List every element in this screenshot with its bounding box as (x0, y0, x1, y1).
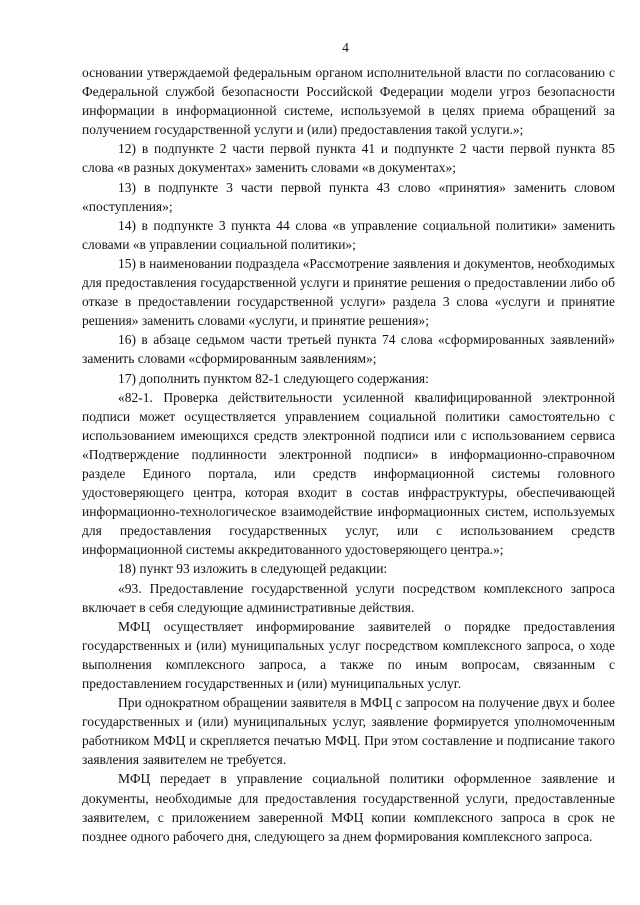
paragraph-item-15: 15) в наименовании подраздела «Рассмотрение заявления и документов, необходимых для предоставления государственной услуги и принятие решения о предоставлении либо об отказе в предоставлении государственной услуги» раздела 3 слова «услуги и принятие решения» заменить словами «услуги, и принятие решения»; (82, 255, 615, 329)
paragraph-item-18: 18) пункт 93 изложить в следующей редакции: (118, 561, 388, 577)
paragraph-continuation: основании утверждаемой федеральным органом исполнительной власти по согласованию с Федеральной службой безопасности Российской Федерации модели угроз безопасности информации в информационной системе, используемой в целях приема обращений за получением государственной услуги и (или) предоставления такой услуги.»; (82, 65, 615, 138)
paragraph-item-17: 17) дополнить пунктом 82-1 следующего содержания: (118, 370, 429, 386)
paragraph-single-request: При однократном обращении заявителя в МФЦ с запросом на получение двух и более государственных и (или) муниципальных услуг, заявление формируется уполномоченным работником МФЦ и скрепляется печатью МФЦ. При этом составление и подписание такого заявления заявителем не требуется. (82, 695, 615, 768)
paragraph-mfc-transfer: МФЦ передает в управление социальной политики оформленное заявление и документы, необходимые для предоставления государственной услуги, предоставленные заявителем, с приложением заверенной МФЦ копии комплексного запроса в срок не позднее одного рабочего дня, следующего за днем формирования комплексного запроса. (82, 771, 615, 844)
paragraph-clause-93: «93. Предоставление государственной услуги посредством комплексного запроса включает в себя следующие административные действия. (82, 580, 615, 615)
paragraph-item-16: 16) в абзаце седьмом части третьей пункта 74 слова «сформированных заявлений» заменить словами «сформированным заявлениям»; (82, 332, 615, 367)
paragraph-clause-82-1: «82-1. Проверка действительности усиленной квалифицированной электронной подписи может осуществляется управлением социальной политики самостоятельно с использованием имеющихся средств электронной подписи или с использованием сервиса «Подтверждение подлинности электронной подписи» в информационно-справочном разделе Единого портала, или средств информационной системы головного удостоверяющего центра, которая входит в состав инфраструктуры, обеспечивающей информационно-технологическое взаимодействие информационных систем, используемых для предоставления государственных услуг, или с использованием средств информационной системы аккредитованного удостоверяющего центра.»; (82, 389, 615, 558)
paragraph-item-13: 13) в подпункте 3 части первой пункта 43 слово «принятия» заменить словом «поступления»; (82, 179, 615, 214)
paragraph-mfc-informing: МФЦ осуществляет информирование заявителей о порядке предоставления государственных и (или) муниципальных услуг посредством комплексного запроса, о ходе выполнения комплексного запроса, а также по иным вопросам, связанным с предоставлением государственных и (или) муниципальных услуг. (82, 618, 615, 691)
paragraph-item-14: 14) в подпункте 3 пункта 44 слова «в управление социальной политики» заменить словами «в управлении социальной политики»; (82, 217, 615, 252)
page-number: 4 (342, 40, 349, 55)
paragraph-item-12: 12) в подпункте 2 части первой пункта 41 и подпункте 2 части первой пункта 85 слова «в разных документах» заменить словами «в документах»; (82, 141, 615, 176)
